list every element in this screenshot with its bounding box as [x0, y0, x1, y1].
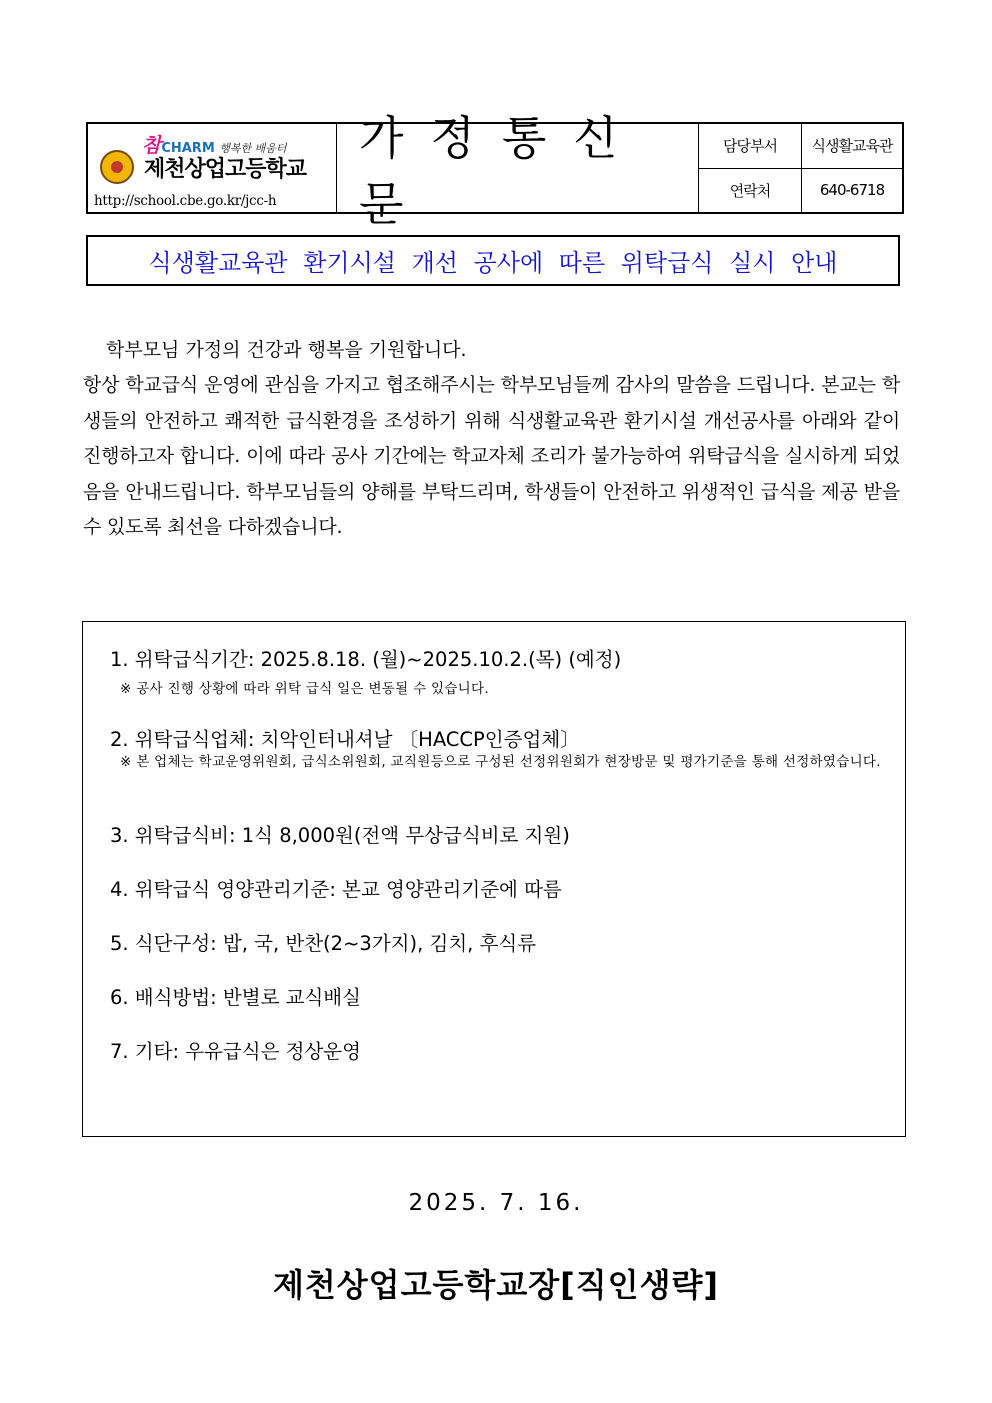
- page-title: 가정통신문: [359, 111, 645, 231]
- item-period: 1. 위탁급식기간: 2025.8.18. (월)~2025.10.2.(목) (예정): [110, 648, 622, 671]
- greeting: 학부모님 가정의 건강과 행복을 기원합니다.: [106, 339, 467, 361]
- title-cell: [337, 111, 699, 231]
- issue-date: 2025. 7. 16.: [408, 1190, 584, 1216]
- school-logo-cell: [88, 124, 337, 212]
- note-period: ※ 공사 진행 상황에 따라 위탁 급식 일은 변동될 수 있습니다.: [120, 681, 489, 697]
- item-nutrition: 4. 위탁급식 영양관리기준: 본교 영양관리기준에 따름: [110, 878, 562, 901]
- subject-box: [86, 235, 900, 286]
- slogan-text: 행복한 배움터: [219, 142, 287, 155]
- body-paragraph: 항상 학교급식 운영에 관심을 가지고 협조해주시는 학부모님들께 감사의 말씀을 드립니다. 본교는 학생들의 안전하고 쾌적한 급식환경을 조성하기 위해 식생활교육관 환기시설 개선공사를 아래와 같이 진행하고자 합니다. 이에 따라 공사 기간에는 학교자체 조리가 불가능하여 위탁급식을 실시하게 되었음을 안내드립니다. 학부모님들의 양해를 부탁드리며, 학생들이 안전하고 위생적인 급식을 제공 받을 수 있도록 최선을 다하겠습니다.: [83, 374, 900, 538]
- details-box: [82, 621, 906, 1137]
- header-table: [86, 111, 904, 231]
- item-other: 7. 기타: 우유급식은 정상운영: [110, 1040, 361, 1063]
- school-name: 제천상업고등학교: [144, 157, 307, 182]
- info-cells: [699, 124, 902, 212]
- contact-row: [699, 168, 902, 213]
- item-cost: 3. 위탁급식비: 1식 8,000원(전액 무상급식비로 지원): [110, 824, 570, 847]
- contact-value: 640-6718: [819, 181, 885, 200]
- item-menu: 5. 식단구성: 밥, 국, 반찬(2~3가지), 김치, 후식류: [110, 932, 537, 955]
- principal-signature: 제천상업고등학교장[직인생략]: [272, 1266, 720, 1304]
- school-emblem-icon: [100, 150, 134, 184]
- item-vendor: 2. 위탁급식업체: 치악인터내셔날 〔HACCP인증업체〕: [110, 728, 580, 751]
- charm-logo-text: CHARM: [161, 141, 215, 156]
- note-vendor: ※ 본 업체는 학교운영위원회, 급식소위원회, 교직원등으로 구성된 선정위원회가 현장방문 및 평가기준을 통해 선정하였습니다.: [120, 754, 881, 770]
- school-url: http://school.cbe.go.kr/jcc-h: [94, 193, 277, 209]
- contact-label: 연락처: [699, 169, 802, 213]
- charm-logo-hangul: 참: [142, 133, 162, 157]
- subject-title: 식생활교육관 환기시설 개선 공사에 따른 위탁급식 실시 안내: [148, 249, 838, 277]
- dept-row: [699, 124, 902, 168]
- dept-label: 담당부서: [699, 124, 802, 168]
- item-serving: 6. 배식방법: 반별로 교식배실: [110, 986, 361, 1009]
- dept-value: 식생활교육관: [811, 137, 893, 156]
